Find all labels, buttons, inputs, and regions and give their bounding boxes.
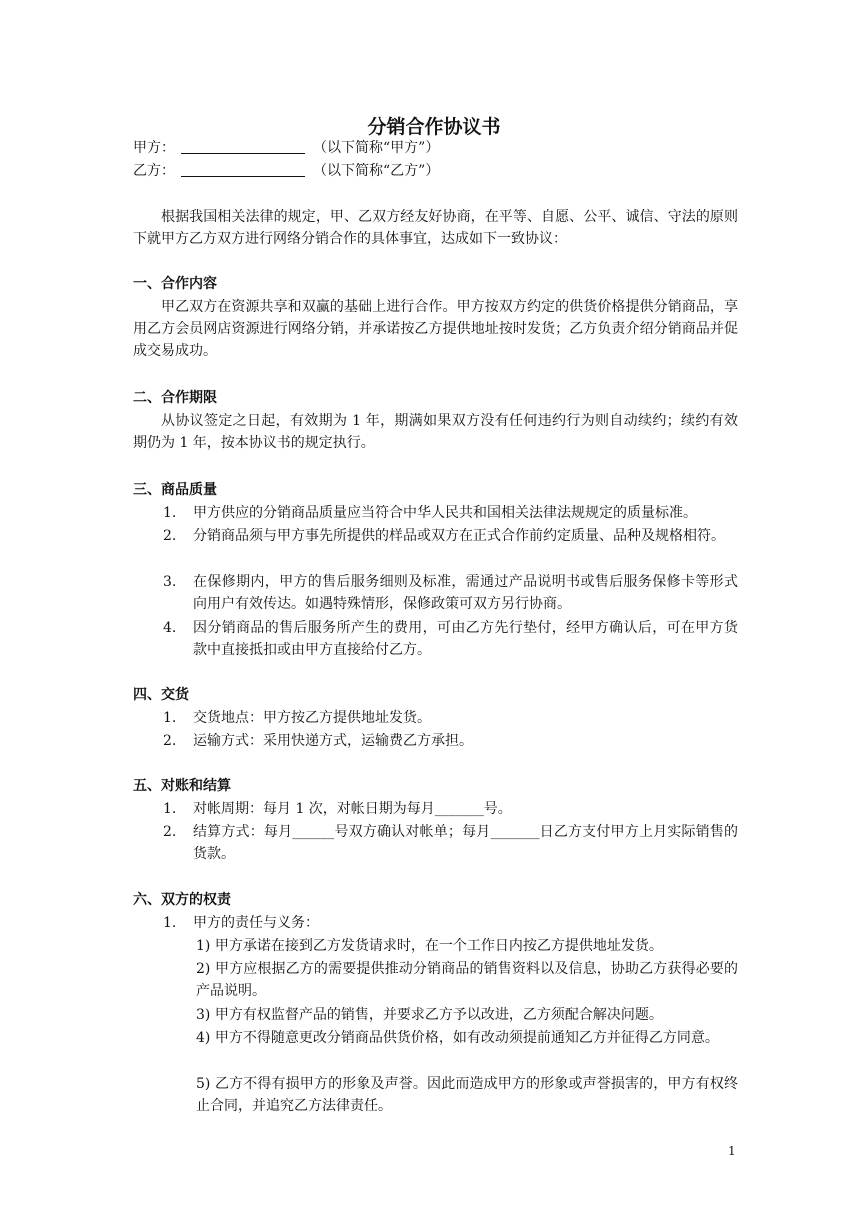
item-text: 运输方式：采用快递方式，运输费乙方承担。 [193,733,473,749]
item-number: 1. [163,801,177,817]
section-2-heading: 二、合作期限 [133,390,217,406]
item-text: 在保修期内，甲方的售后服务细则及标准，需通过产品说明书或售后服务保修卡等形式向用户有效传达。如遇特殊情形，保修政策可双方另行协商。 [193,574,738,612]
item-number: 3. [163,574,177,590]
item-text: 交货地点：甲方按乙方提供地址发货。 [193,710,431,726]
party-a-note: （以下简称“甲方”） [313,140,440,156]
item-number: 1. [163,710,177,726]
party-a-blank [181,139,305,154]
section-1-text: 甲乙双方在资源共享和双赢的基础上进行合作。甲方按双方约定的供货价格提供分销商品，享用乙方会员网店资源进行网络分销，并承诺按乙方提供地址按时发货；乙方负责介绍分销商品并促成交易成功。 [133,299,738,359]
item-number: 2. [163,733,177,749]
item-number: 1. [163,915,177,931]
section-1-body [133,296,738,362]
item-number: 1. [163,505,177,521]
section-1-heading: 一、合作内容 [133,276,217,292]
item-text: 结算方式：每月______号双方确认对帐单；每月_______日乙方支付甲方上月实际销售的货款。 [193,824,738,862]
item-number: 2. [163,528,177,544]
section-6-heading: 六、双方的权责 [133,892,231,908]
section-6-sub-2: 2) 甲方应根据乙方的需要提供推动分销商品的销售资料以及信息，协助乙方获得必要的产品说明。 [196,961,738,999]
item-number: 4. [163,620,177,636]
document-title: 分销合作协议书 [367,116,501,138]
party-b-label: 乙方： [133,163,175,179]
section-3-heading: 三、商品质量 [133,482,217,498]
item-text: 因分销商品的售后服务所产生的费用，可由乙方先行垫付，经甲方确认后，可在甲方货款中直接抵扣或由甲方直接给付乙方。 [193,620,738,658]
section-6-sub-1: 1) 甲方承诺在接到乙方发货请求时，在一个工作日内按乙方提供地址发货。 [196,938,663,954]
party-b-note: （以下简称“乙方”） [313,163,440,179]
party-a-line [133,137,439,159]
section-2-body [133,410,738,454]
item-text: 甲方供应的分销商品质量应当符合中华人民共和国相关法律法规规定的质量标准。 [193,505,697,521]
item-number: 2. [163,824,177,840]
section-4-heading: 四、交货 [133,687,189,703]
item-text: 对帐周期：每月 1 次，对帐日期为每月_______号。 [193,801,512,817]
section-6-sub-4: 4) 甲方不得随意更改分销商品供货价格，如有改动须提前通知乙方并征得乙方同意。 [196,1030,719,1046]
item-text: 甲方的责任与义务： [193,915,319,931]
section-6-sub-5: 5) 乙方不得有损甲方的形象及声誉。因此而造成甲方的形象或声誉损害的，甲方有权终止合同，并追究乙方法律责任。 [196,1076,738,1114]
intro-text: 根据我国相关法律的规定，甲、乙双方经友好协商，在平等、自愿、公平、诚信、守法的原则下就甲方乙方双方进行网络分销合作的具体事宜，达成如下一致协议： [133,209,738,247]
section-6-sub-3: 3) 甲方有权监督产品的销售，并要求乙方予以改进，乙方须配合解决问题。 [196,1007,663,1023]
section-2-text: 从协议签定之日起，有效期为 1 年，期满如果双方没有任何违约行为则自动续约；续约有效期仍为 1 年，按本协议书的规定执行。 [133,413,738,451]
intro-paragraph [133,206,738,250]
section-5-heading: 五、对账和结算 [133,778,231,794]
party-b-line [133,160,439,182]
page-number: 1 [728,1144,736,1158]
item-text: 分销商品须与甲方事先所提供的样品或双方在正式合作前约定质量、品种及规格相符。 [193,528,725,544]
party-a-label: 甲方： [133,140,175,156]
party-b-blank [181,162,305,177]
